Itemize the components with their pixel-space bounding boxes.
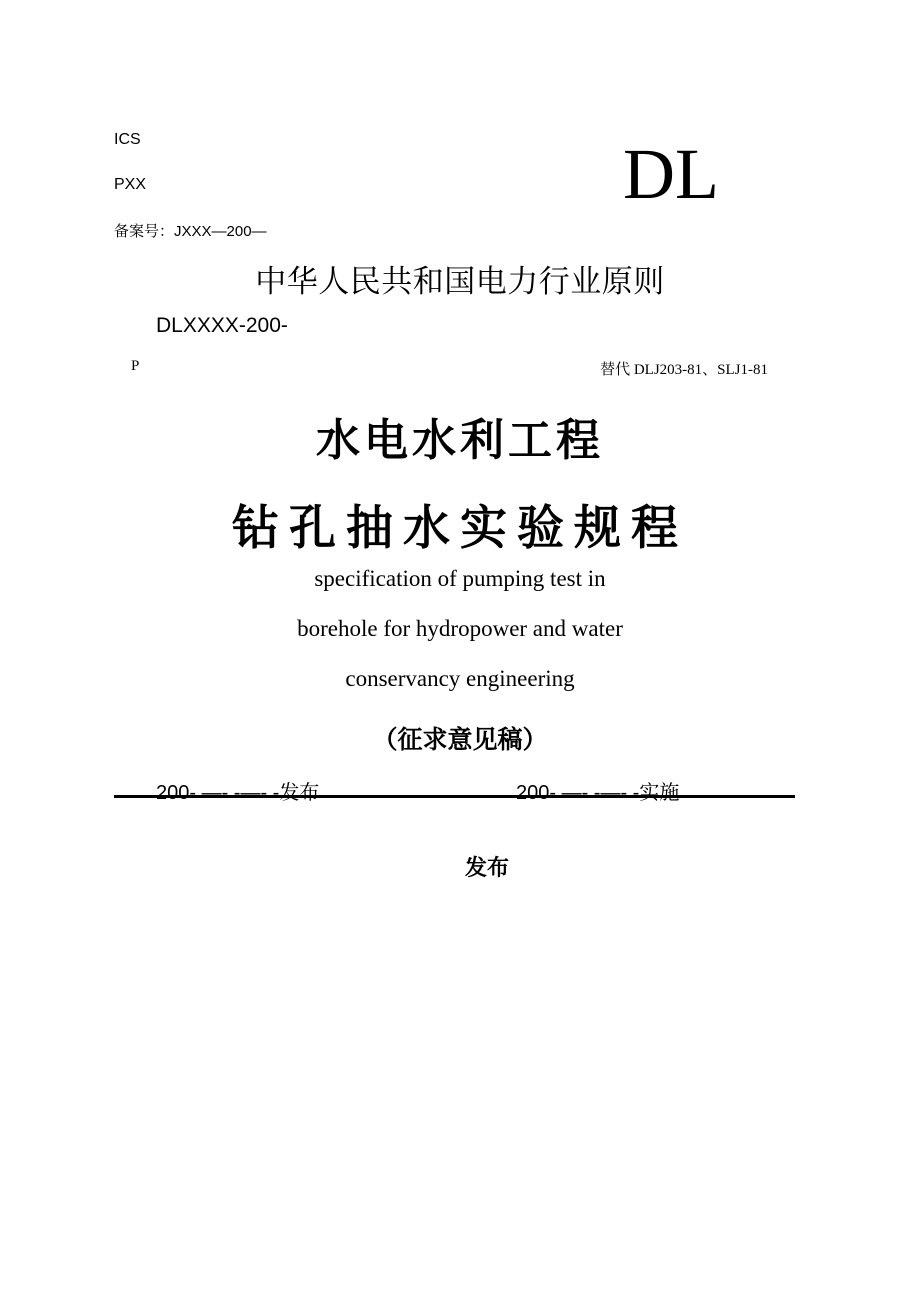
title-en-line-3: conservancy engineering [345,666,575,691]
ics-code: ICS [114,131,141,148]
title-cn-line-1: 水电水利工程 [316,415,604,466]
standard-number: DLXXXX-200- [156,314,288,337]
pxx-code: PXX [114,176,147,193]
draft-note: （征求意见稿） [372,726,548,754]
record-number: 备案号：JXXX—200— [114,223,267,240]
title-en-line-2: borehole for hydropower and water [297,616,623,641]
replaces-note: 替代 DLJ203-81、SLJ1-81 [600,362,768,378]
title-en-line-1: specification of pumping test in [314,566,606,591]
implementation-date: 200- —- -—- -实施 [516,782,680,804]
dl-standard-mark: DL [623,134,719,214]
industry-standard-title: 中华人民共和国电力行业原则 [255,264,665,299]
p-mark: P [131,358,140,374]
divider-rule [114,795,795,798]
release-date: 200- —- -—- -发布 [156,782,320,804]
publisher-label: 发布 [465,855,510,880]
title-cn-line-2: 钻孔抽水实验规程 [232,501,688,556]
